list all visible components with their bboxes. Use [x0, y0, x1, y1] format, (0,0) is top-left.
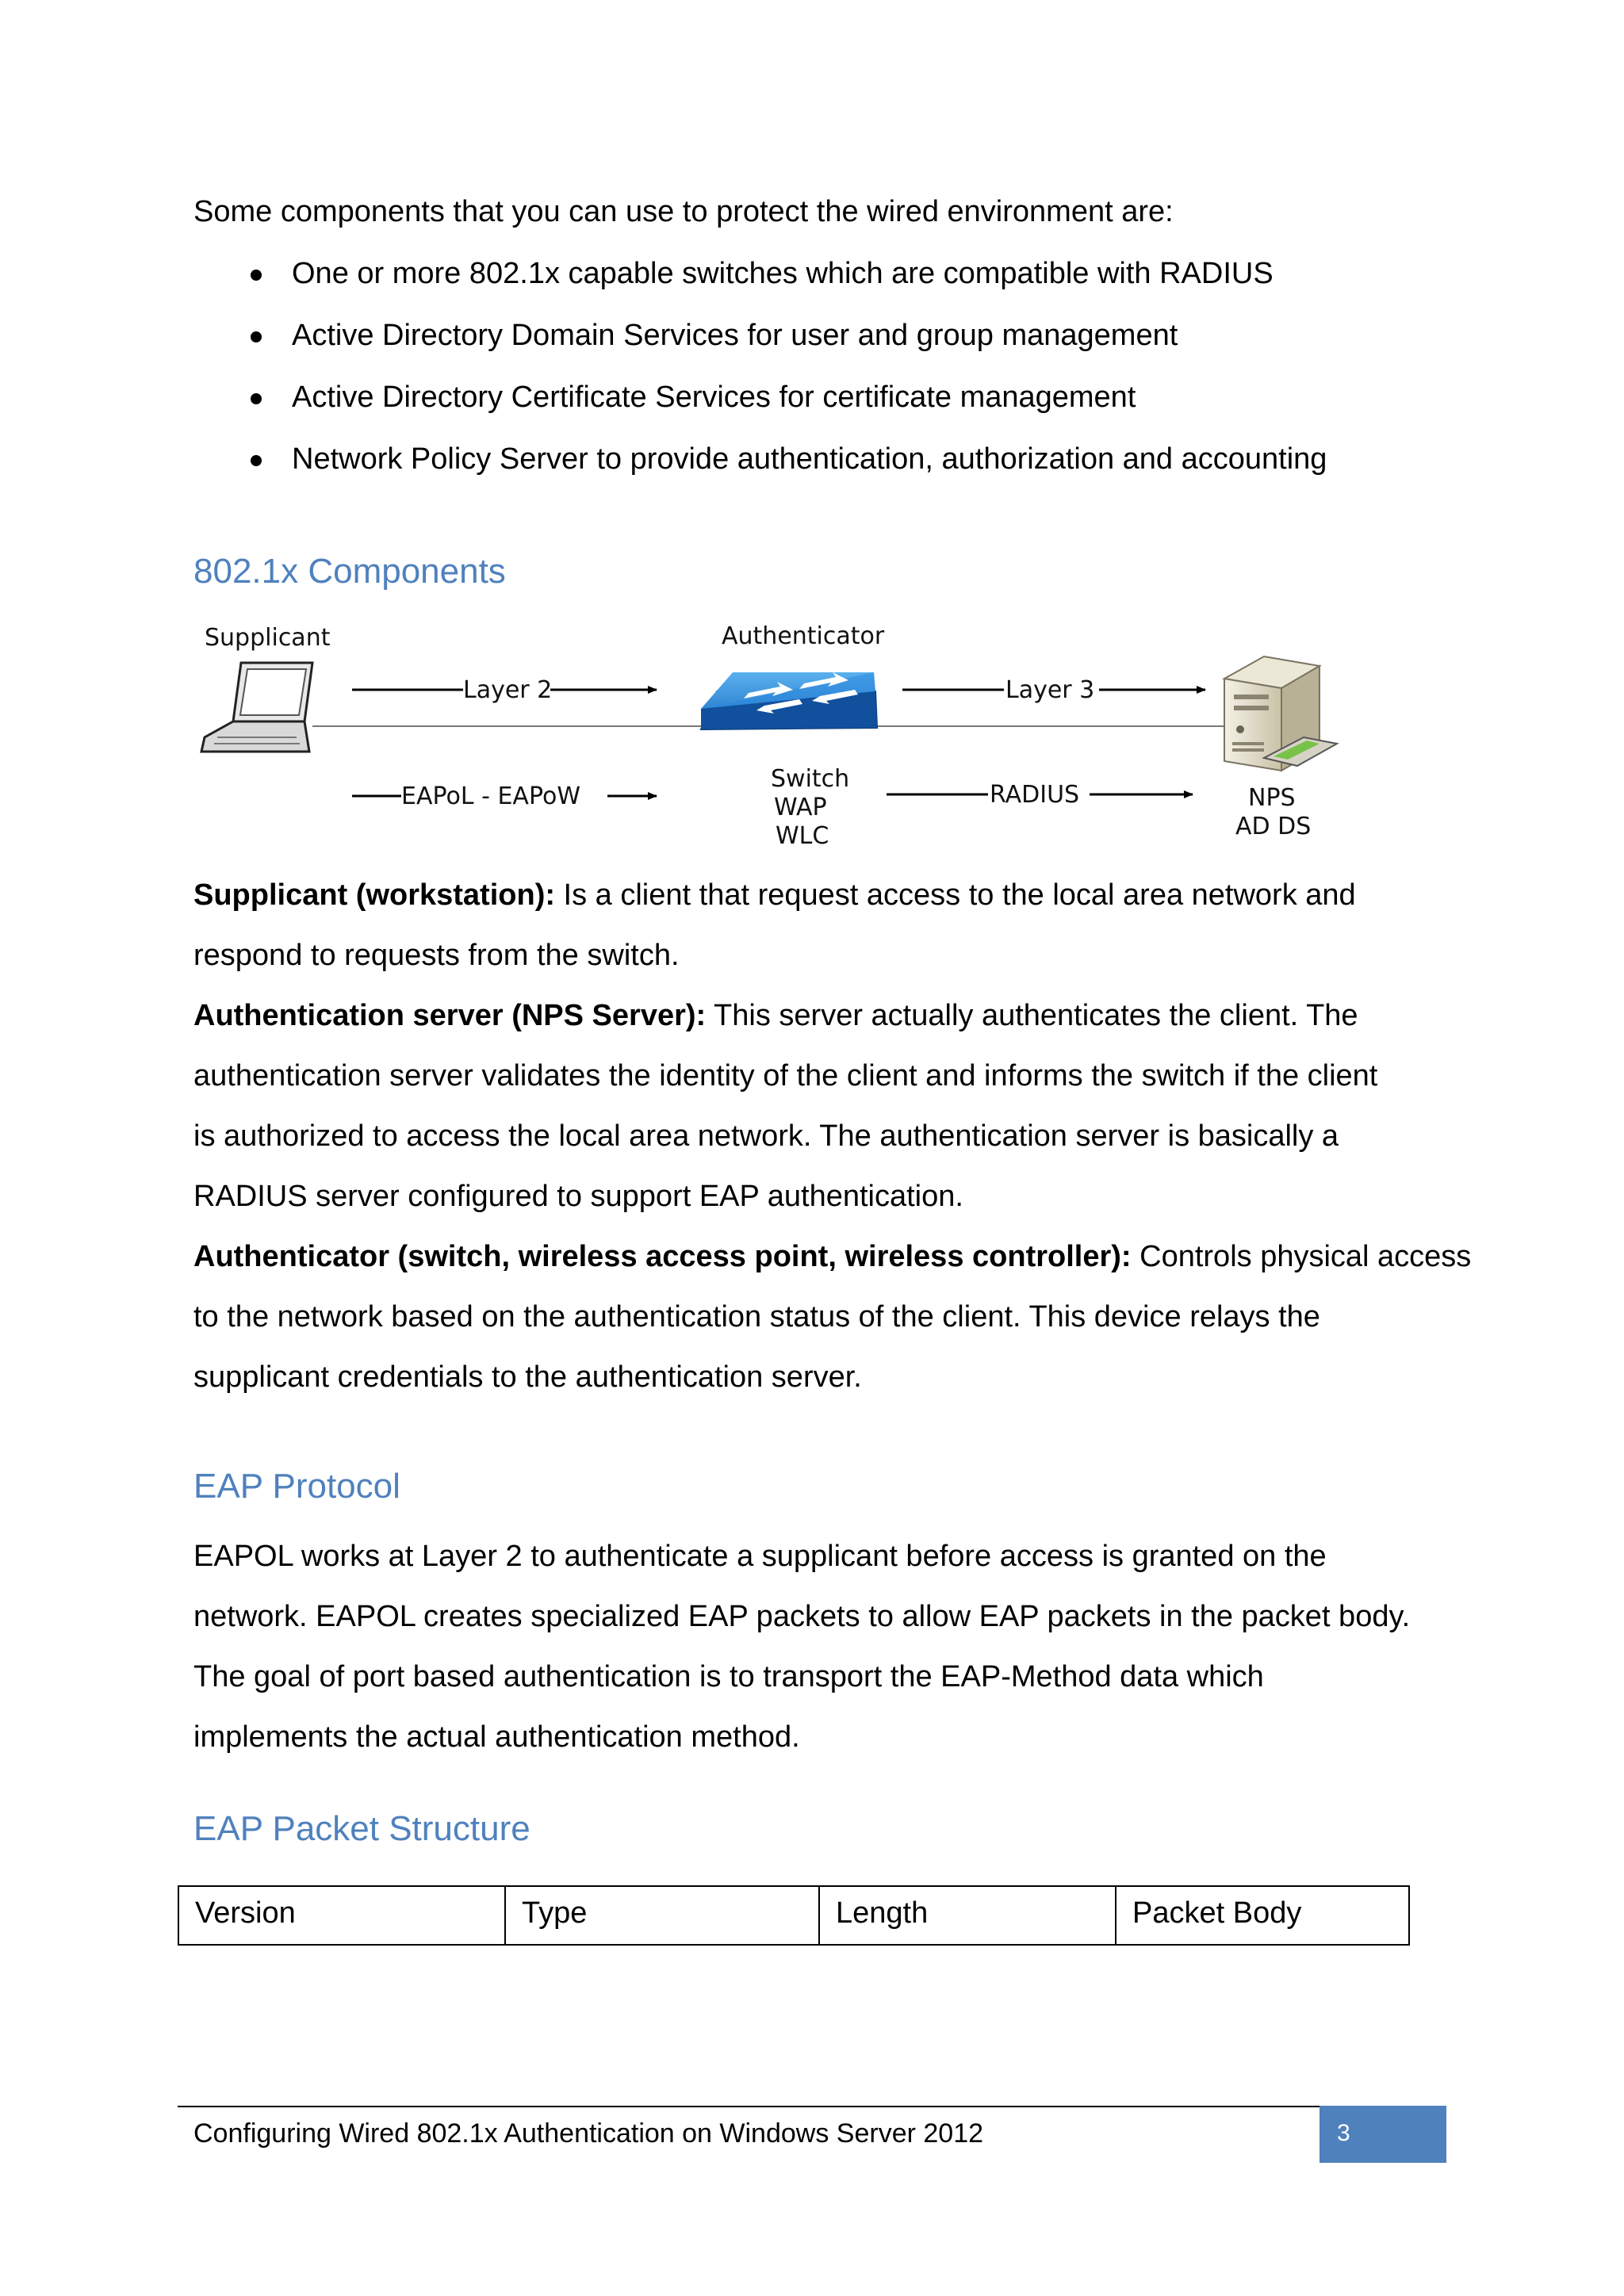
table-cell-type: Type — [505, 1886, 819, 1945]
authenticator-label: Authenticator — [722, 622, 885, 650]
paragraph-line: EAPOL works at Layer 2 to authenticate a supplicant before access is granted on the — [193, 1540, 1327, 1573]
table-row — [178, 1886, 1409, 1945]
authserver-text: This server actually authenticates the client. The — [706, 999, 1358, 1032]
authserver-text-line: RADIUS server configured to support EAP authentication. — [193, 1180, 963, 1213]
authserver-text-line: authentication server validates the identity of the client and informs the switch if the client — [193, 1059, 1378, 1093]
supplicant-term: Supplicant (workstation): — [193, 878, 555, 912]
intro-text: Some components that you can use to protect the wired environment are: — [193, 195, 1174, 228]
bullet-icon — [251, 270, 262, 281]
authserver-text-line: is authorized to access the local area network. The authentication server is basically a — [193, 1119, 1339, 1153]
list-item: Active Directory Certificate Services for certificate management — [292, 381, 1136, 414]
switch-label-wlc: WLC — [776, 822, 829, 850]
supplicant-text: Is a client that request access to the local area network and — [555, 878, 1356, 912]
paragraph-line: implements the actual authentication method. — [193, 1720, 800, 1754]
section-heading-packet-structure: EAP Packet Structure — [193, 1809, 530, 1848]
paragraph-line: The goal of port based authentication is to transport the EAP-Method data which — [193, 1660, 1264, 1693]
components-diagram — [193, 618, 1367, 856]
laptop-icon — [201, 663, 312, 752]
supplicant-text-line: respond to requests from the switch. — [193, 939, 680, 972]
list-item: Network Policy Server to provide authentication, authorization and accounting — [292, 442, 1327, 476]
authenticator-text-line: to the network based on the authentication status of the client. This device relays the — [193, 1300, 1320, 1334]
authenticator-text: Controls physical access — [1131, 1240, 1472, 1273]
table-cell-packet-body: Packet Body — [1116, 1886, 1409, 1945]
switch-label-wap: WAP — [774, 794, 827, 821]
authenticator-text-line: supplicant credentials to the authentication server. — [193, 1360, 862, 1394]
supplicant-label: Supplicant — [205, 624, 331, 652]
eapol-label: EAPoL - EAPoW — [401, 783, 580, 810]
list-item: Active Directory Domain Services for user and group management — [292, 319, 1178, 352]
server-label-adds: AD DS — [1235, 813, 1312, 840]
supplicant-definition — [193, 877, 1356, 915]
server-icon — [1224, 656, 1337, 771]
table-cell-version: Version — [178, 1886, 505, 1945]
paragraph-line: network. EAPOL creates specialized EAP packets to allow EAP packets in the packet body. — [193, 1600, 1411, 1633]
list-item: One or more 802.1x capable switches which are compatible with RADIUS — [292, 257, 1274, 290]
footer-divider — [178, 2106, 1323, 2107]
page-number-badge — [1320, 2106, 1446, 2163]
section-heading-components: 802.1x Components — [193, 552, 506, 591]
switch-icon — [701, 672, 877, 729]
layer3-label: Layer 3 — [1005, 676, 1095, 704]
authserver-term: Authentication server (NPS Server): — [193, 999, 707, 1032]
switch-label-switch: Switch — [771, 765, 850, 793]
bullet-icon — [251, 455, 262, 466]
table-cell-length: Length — [819, 1886, 1116, 1945]
layer2-label: Layer 2 — [463, 676, 553, 704]
bullet-icon — [251, 393, 262, 404]
authenticator-term: Authenticator (switch, wireless access point, wireless controller): — [193, 1240, 1132, 1273]
authenticator-definition — [193, 1238, 1471, 1276]
section-heading-eap-protocol: EAP Protocol — [193, 1467, 400, 1506]
footer-title: Configuring Wired 802.1x Authentication on Windows Server 2012 — [193, 2118, 984, 2149]
packet-structure-table — [178, 1885, 1410, 1946]
server-label-nps: NPS — [1248, 784, 1296, 812]
radius-label: RADIUS — [990, 781, 1080, 809]
page-number: 3 — [1337, 2120, 1350, 2146]
bullet-icon — [251, 331, 262, 342]
authserver-definition — [193, 997, 1358, 1035]
